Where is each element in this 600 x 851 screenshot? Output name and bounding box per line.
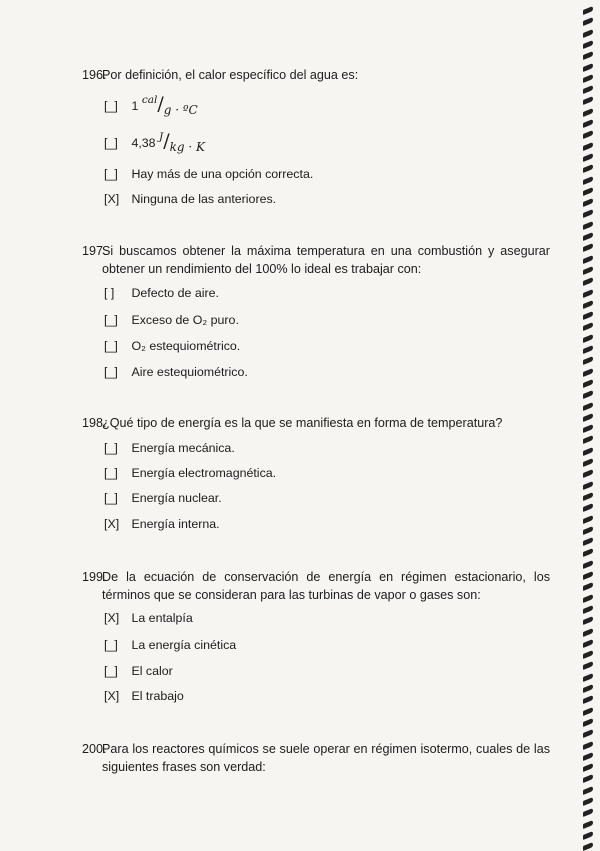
binding-hole <box>583 85 593 94</box>
option[interactable] <box>104 285 219 301</box>
answer-checkbox[interactable]: [_] <box>104 664 118 678</box>
binding-hole <box>583 639 593 648</box>
binding-hole <box>583 17 593 26</box>
option[interactable] <box>104 637 236 653</box>
binding-hole <box>583 786 593 795</box>
binding-hole <box>583 266 593 275</box>
binding-hole <box>583 763 593 772</box>
option-text: Defecto de aire. <box>131 286 219 300</box>
binding-hole <box>583 29 593 38</box>
answer-checkbox[interactable]: [_] <box>104 136 118 150</box>
answer-checkbox[interactable]: [X] <box>104 192 120 206</box>
option-text: El trabajo <box>131 689 184 703</box>
answer-checkbox[interactable]: [ ] <box>104 286 115 300</box>
question-number: 200. <box>82 742 107 756</box>
binding-hole <box>583 435 593 444</box>
formula-denominator: kg · K <box>169 140 206 154</box>
answer-checkbox[interactable]: [_] <box>104 365 118 379</box>
option-text: El calor <box>131 664 173 678</box>
formula-denominator: g · ºC <box>163 103 198 117</box>
answer-checkbox[interactable]: [_] <box>104 638 118 652</box>
question-196 <box>82 66 550 84</box>
option[interactable] <box>104 440 235 456</box>
binding-hole <box>583 740 593 749</box>
binding-hole <box>583 232 593 241</box>
binding-hole <box>583 820 593 829</box>
binding-hole <box>583 616 593 625</box>
option-text: Energía nuclear. <box>131 491 222 505</box>
binding-hole <box>583 96 593 105</box>
binding-hole <box>583 548 593 557</box>
option-text: La energía cinética <box>131 638 237 652</box>
formula-numerator: cal <box>141 94 158 106</box>
option-text: Energía interna. <box>131 517 220 531</box>
option-text: O₂ estequiométrico. <box>131 339 241 353</box>
binding-hole <box>583 707 593 716</box>
option-text: Energía electromagnética. <box>131 466 277 480</box>
option[interactable] <box>104 130 206 154</box>
formula-coefficient: 4,38 <box>131 136 156 150</box>
binding-hole <box>583 209 593 218</box>
binding-hole <box>583 458 593 467</box>
option[interactable] <box>104 688 184 704</box>
binding-hole <box>583 277 593 286</box>
option[interactable] <box>104 516 220 532</box>
question-198 <box>82 414 550 432</box>
answer-checkbox[interactable]: [X] <box>104 611 120 625</box>
binding-hole <box>583 661 593 670</box>
question-number: 198. <box>82 416 107 430</box>
binding-hole <box>583 447 593 456</box>
question-text: Por definición, el calor específico del agua es: <box>102 68 359 82</box>
binding-hole <box>583 526 593 535</box>
option[interactable] <box>104 93 198 117</box>
binding-hole <box>583 718 593 727</box>
binding-hole <box>583 684 593 693</box>
option-formula <box>131 130 206 154</box>
binding-hole <box>583 221 593 230</box>
binding-hole <box>583 469 593 478</box>
binding-hole <box>583 390 593 399</box>
answer-checkbox[interactable]: [_] <box>104 491 118 505</box>
binding-hole <box>583 695 593 704</box>
binding-hole <box>583 831 593 840</box>
option-text: Exceso de O₂ puro. <box>131 313 239 327</box>
answer-checkbox[interactable]: [_] <box>104 441 118 455</box>
formula-coefficient: 1 <box>131 99 139 113</box>
binding-hole <box>583 164 593 173</box>
option[interactable] <box>104 312 239 328</box>
formula-numerator: J <box>159 131 164 143</box>
binding-hole <box>583 774 593 783</box>
binding-hole <box>583 175 593 184</box>
formula-slash: / <box>157 93 164 115</box>
answer-checkbox[interactable]: [_] <box>104 313 118 327</box>
option[interactable] <box>104 338 240 354</box>
binding-hole <box>583 345 593 354</box>
binding-hole <box>583 842 593 851</box>
spiral-binding <box>578 0 600 848</box>
binding-hole <box>583 650 593 659</box>
binding-hole <box>583 560 593 569</box>
binding-hole <box>583 356 593 365</box>
binding-hole <box>583 142 593 151</box>
option-formula <box>131 93 198 117</box>
option[interactable] <box>104 191 276 207</box>
binding-hole <box>583 594 593 603</box>
binding-hole <box>583 6 593 15</box>
binding-hole <box>583 62 593 71</box>
option[interactable] <box>104 610 193 626</box>
binding-hole <box>583 311 593 320</box>
formula-slash: / <box>163 130 170 152</box>
question-text: De la ecuación de conservación de energía en régimen estacionario, los términos que se consideran para las turbinas de vapor o gases son: <box>102 570 550 602</box>
binding-hole <box>583 481 593 490</box>
answer-checkbox[interactable]: [_] <box>104 466 118 480</box>
binding-hole <box>583 243 593 252</box>
binding-hole <box>583 187 593 196</box>
binding-hole <box>583 51 593 60</box>
binding-hole <box>583 401 593 410</box>
question-number: 197. <box>82 244 107 258</box>
option[interactable] <box>104 490 222 506</box>
binding-hole <box>583 74 593 83</box>
binding-hole <box>583 300 593 309</box>
option-text: Ninguna de las anteriores. <box>131 192 277 206</box>
binding-hole <box>583 413 593 422</box>
answer-checkbox[interactable]: [_] <box>104 99 118 113</box>
binding-hole <box>583 255 593 264</box>
binding-hole <box>583 503 593 512</box>
binding-hole <box>583 424 593 433</box>
binding-hole <box>583 492 593 501</box>
binding-hole <box>583 130 593 139</box>
binding-hole <box>583 627 593 636</box>
option[interactable] <box>104 364 248 380</box>
option-text: Energía mecánica. <box>131 441 235 455</box>
binding-hole <box>583 729 593 738</box>
binding-hole <box>583 153 593 162</box>
binding-hole <box>583 605 593 614</box>
question-200 <box>82 740 550 776</box>
binding-hole <box>583 40 593 49</box>
binding-hole <box>583 108 593 117</box>
option[interactable] <box>104 663 173 679</box>
binding-hole <box>583 198 593 207</box>
binding-hole <box>583 537 593 546</box>
binding-hole <box>583 368 593 377</box>
binding-hole <box>583 571 593 580</box>
option-text: La entalpía <box>131 611 193 625</box>
answer-checkbox[interactable]: [X] <box>104 689 120 703</box>
option[interactable] <box>104 166 313 182</box>
answer-checkbox[interactable]: [X] <box>104 517 120 531</box>
option-text: Hay más de una opción correcta. <box>131 167 314 181</box>
question-text: Para los reactores químicos se suele operar en régimen isotermo, cuales de las siguientes frases son verdad: <box>102 742 550 774</box>
answer-checkbox[interactable]: [_] <box>104 339 118 353</box>
question-text: Si buscamos obtener la máxima temperatura en una combustión y asegurar obtener un rendimiento del 100% lo ideal es trabajar con: <box>102 244 550 276</box>
question-number: 196. <box>82 68 107 82</box>
answer-checkbox[interactable]: [_] <box>104 167 118 181</box>
binding-hole <box>583 808 593 817</box>
binding-hole <box>583 673 593 682</box>
question-text: ¿Qué tipo de energía es la que se manifiesta en forma de temperatura? <box>102 416 503 430</box>
binding-hole <box>583 514 593 523</box>
option[interactable] <box>104 465 276 481</box>
binding-hole <box>583 752 593 761</box>
binding-hole <box>583 379 593 388</box>
binding-hole <box>583 797 593 806</box>
question-number: 199. <box>82 570 107 584</box>
question-199 <box>82 568 550 604</box>
option-text: Aire estequiométrico. <box>131 365 248 379</box>
binding-hole <box>583 334 593 343</box>
question-197 <box>82 242 550 278</box>
binding-hole <box>583 119 593 128</box>
binding-hole <box>583 288 593 297</box>
binding-hole <box>583 322 593 331</box>
binding-hole <box>583 582 593 591</box>
